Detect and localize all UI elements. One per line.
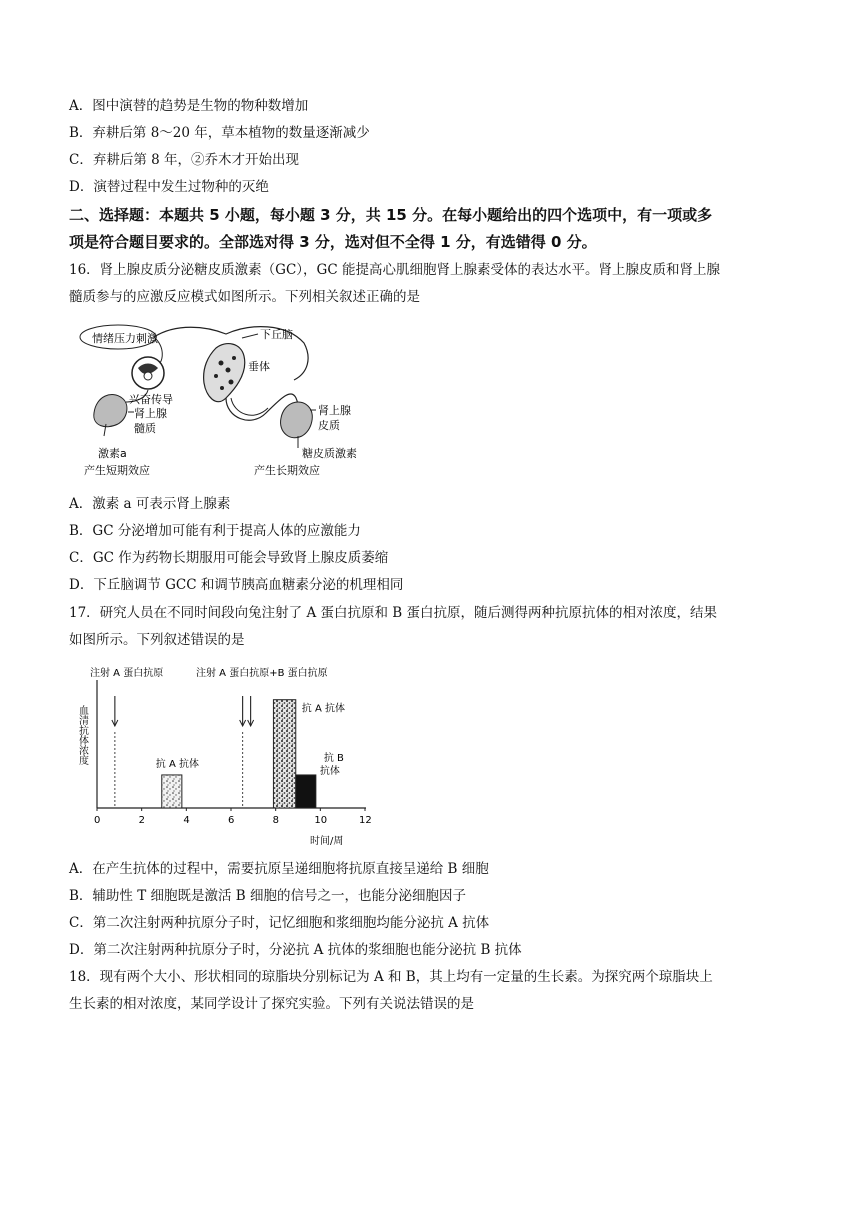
x-tick-label: 10 — [314, 815, 328, 826]
cortex-label-1: 肾上腺 — [318, 404, 351, 417]
q17-option-a: A．在产生抗体的过程中，需要抗原呈递细胞将抗原直接呈递给 B 细胞 — [69, 861, 489, 877]
q18-stem-line1: 18．现有两个大小、形状相同的琼脂块分别标记为 A 和 B，其上均有一定量的生长素。为探究两个琼脂块上 — [69, 969, 713, 985]
x-tick-label: 12 — [359, 815, 372, 826]
cortex-label-2: 皮质 — [318, 419, 340, 432]
q15-option-a: A．图中演替的趋势是生物的物种数增加 — [69, 98, 309, 114]
q17-stem-line1: 17．研究人员在不同时间段向兔注射了 A 蛋白抗原和 B 蛋白抗原，随后测得两种抗原抗体的相对浓度，结果 — [69, 605, 718, 621]
label-anti-a-high: 抗 A 抗体 — [301, 703, 345, 715]
short-term-label: 产生短期效应 — [84, 464, 150, 477]
bar-anti-a — [162, 775, 182, 808]
medulla-label-1: 肾上腺 — [134, 407, 167, 420]
x-tick-label: 6 — [228, 815, 235, 826]
bar-anti-b — [296, 775, 316, 808]
q16-option-c: C．GC 作为药物长期服用可能会导致肾上腺皮质萎缩 — [69, 550, 389, 566]
medulla-label-2: 髓质 — [134, 422, 156, 435]
conduction-label: 兴奋传导 — [129, 393, 173, 406]
glucocorticoid-label: 糖皮质激素 — [302, 447, 357, 460]
q17-option-b: B．辅助性 T 细胞既是激活 B 细胞的信号之一，也能分泌细胞因子 — [69, 888, 467, 904]
antibody-chart — [76, 660, 376, 850]
y-axis-label: 血清抗体浓度 — [76, 705, 88, 765]
section-heading-line1: 二、选择题：本题共 5 小题，每小题 3 分，共 15 分。在每小题给出的四个选项中，有一项或多 — [69, 206, 713, 224]
hormone-a-label: 激素a — [98, 447, 127, 460]
annotation-injection-2: 注射 A 蛋白抗原+B 蛋白抗原 — [196, 668, 328, 679]
x-tick-label: 0 — [94, 815, 101, 826]
q16-option-a: A．激素 a 可表示肾上腺素 — [69, 496, 231, 512]
x-tick-label: 2 — [138, 815, 146, 826]
q16-option-d: D．下丘脑调节 GCC 和调节胰高血糖素分泌的机理相同 — [69, 577, 404, 593]
q15-option-d: D．演替过程中发生过物种的灭绝 — [69, 179, 269, 195]
x-axis-label: 时间/周 — [310, 836, 344, 847]
x-tick-label: 4 — [183, 815, 190, 826]
hypothalamus-label: 下丘脑 — [260, 328, 293, 341]
bar-anti-a — [273, 700, 295, 808]
x-tick-label: 8 — [272, 815, 280, 826]
pituitary-label: 垂体 — [248, 360, 270, 373]
q16-option-b: B．GC 分泌增加可能有利于提高人体的应激能力 — [69, 523, 361, 539]
q17-option-d: D．第二次注射两种抗原分子时，分泌抗 A 抗体的浆细胞也能分泌抗 B 抗体 — [69, 942, 522, 958]
q17-stem-line2: 如图所示。下列叙述错误的是 — [69, 632, 245, 648]
label-anti-b-1: 抗 B — [323, 752, 344, 764]
q15-option-b: B．弃耕后第 8～20 年，草本植物的数量逐渐减少 — [69, 125, 370, 141]
annotation-injection-1: 注射 A 蛋白抗原 — [90, 668, 164, 679]
label-anti-a-low: 抗 A 抗体 — [155, 758, 199, 770]
long-term-label: 产生长期效应 — [254, 464, 320, 477]
q18-stem-line2: 生长素的相对浓度，某同学设计了探究实验。下列有关说法错误的是 — [69, 996, 474, 1012]
q16-stem-line1: 16．肾上腺皮质分泌糖皮质激素（GC），GC 能提高心肌细胞肾上腺素受体的表达水平。肾上腺皮质和肾上腺 — [69, 262, 720, 278]
stimulus-label: 情绪压力刺激 — [92, 332, 158, 345]
q17-option-c: C．第二次注射两种抗原分子时，记忆细胞和浆细胞均能分泌抗 A 抗体 — [69, 915, 490, 931]
q15-option-c: C．弃耕后第 8 年，②乔木才开始出现 — [69, 152, 300, 168]
label-anti-b-2: 抗体 — [319, 765, 340, 777]
q16-stem-line2: 髓质参与的应激反应模式如图所示。下列相关叙述正确的是 — [69, 289, 420, 305]
section-heading-line2: 项是符合题目要求的。全部选对得 3 分，选对但不全得 1 分，有选错得 0 分。 — [69, 233, 597, 251]
stress-response-figure — [76, 318, 386, 483]
